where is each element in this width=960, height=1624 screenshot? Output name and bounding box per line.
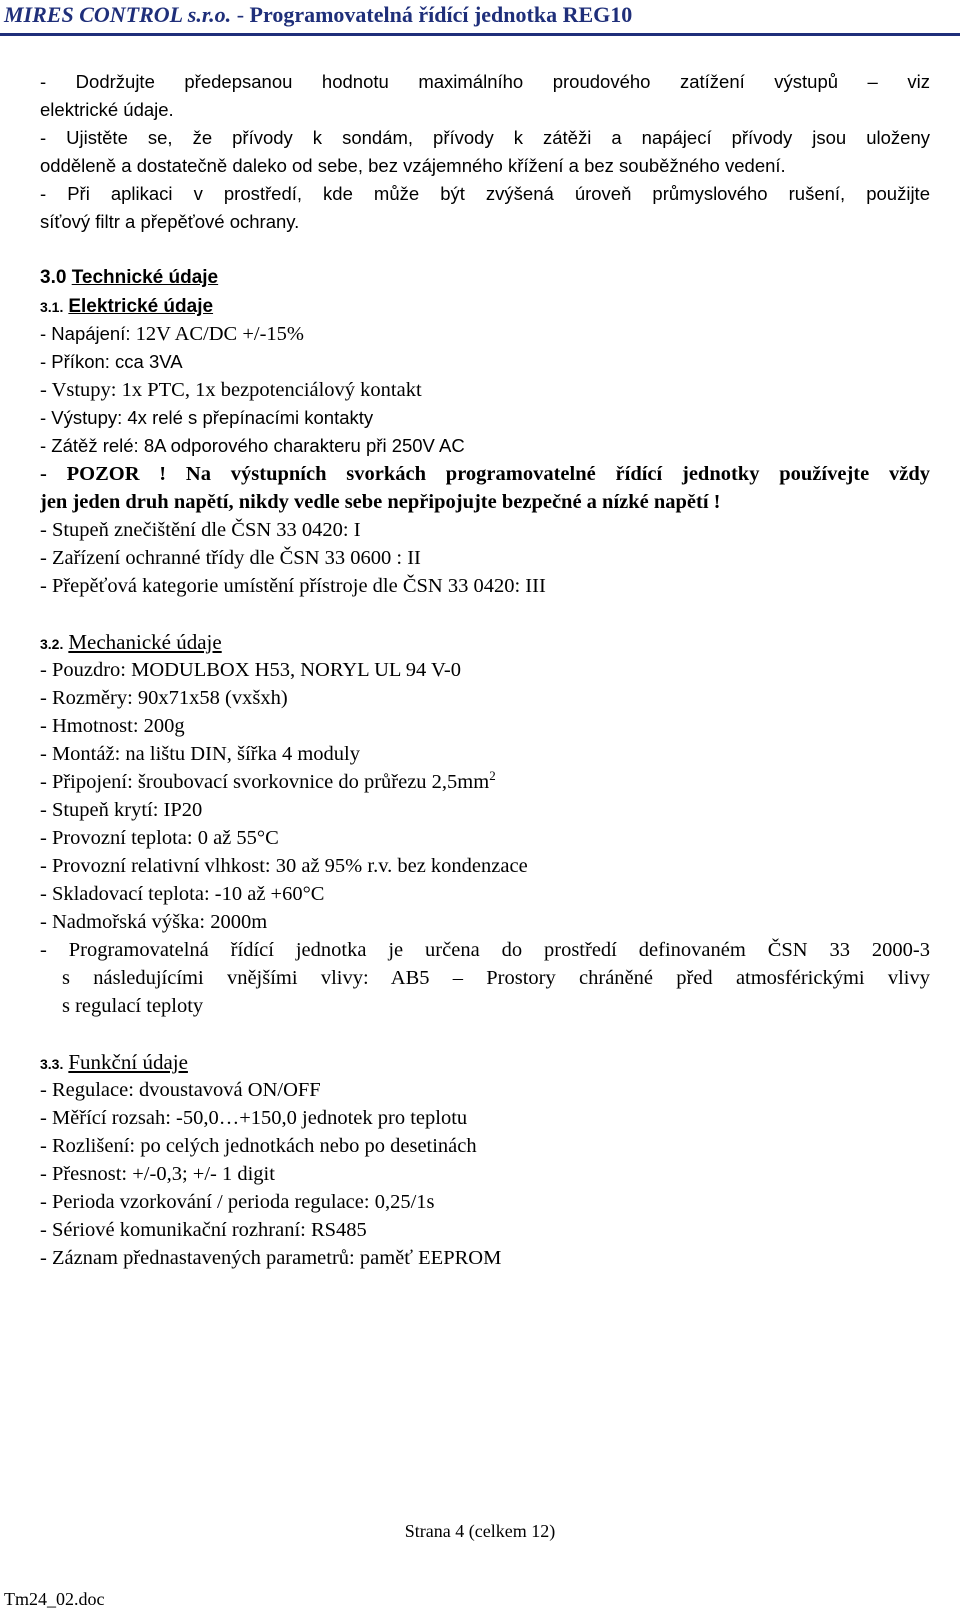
spec-line: - Stupeň znečištění dle ČSN 33 0420: I — [40, 519, 361, 541]
subsection-heading — [40, 292, 930, 320]
spec-value: 12V AC/DC +/-15% — [135, 323, 305, 345]
spec-line: - Rozměry: 90x71x58 (vxšxh) — [40, 687, 288, 709]
spec-line: - Příkon: cca 3VA — [40, 351, 183, 372]
spec-line: - Zátěž relé: 8A odporového charakteru při 250V AC — [40, 435, 465, 456]
spec-line: - Provozní relativní vlhkost: 30 až 95% r.v. bez kondenzace — [40, 855, 528, 877]
spec-line: - Stupeň krytí: IP20 — [40, 799, 203, 821]
intro-line: odděleně a dostatečně daleko od sebe, bez vzájemného křížení a bez souběžného vedení. — [40, 155, 786, 176]
spec-line: - Přepěťová kategorie umístění přístroje dle ČSN 33 0420: III — [40, 575, 546, 597]
spec-label: - Napájení: — [40, 323, 136, 344]
spec-line: s regulací teploty — [62, 995, 204, 1017]
header-separator: - — [231, 2, 250, 27]
section-heading — [40, 264, 930, 292]
document-body — [40, 68, 930, 1272]
warning-line: - POZOR ! Na výstupních svorkách programovatelné řídící jednotky používejte vždy — [40, 463, 930, 485]
intro-line: - Při aplikaci v prostředí, kde může být zvýšená úroveň průmyslového rušení, použijte — [40, 183, 930, 204]
intro-line: - Dodržujte předepsanou hodnotu maximálního proudového zatížení výstupů – viz — [40, 71, 930, 92]
spec-line: - Vstupy: 1x PTC, 1x bezpotenciálový kontakt — [40, 379, 422, 401]
warning-line: jen jeden druh napětí, nikdy vedle sebe nepřipojujte bezpečné a nízké napětí ! — [40, 491, 721, 513]
spec-line: - Zařízení ochranné třídy dle ČSN 33 0600 : II — [40, 547, 421, 569]
subsection-number: 3.3. — [40, 1056, 64, 1072]
intro-line: - Ujistěte se, že přívody k sondám, přívody k zátěži a napájecí přívody jsou uloženy — [40, 127, 930, 148]
spec-text: - Připojení: šroubovací svorkovnice do průřezu 2,5mm — [40, 771, 490, 793]
spec-line: - Nadmořská výška: 2000m — [40, 911, 268, 933]
document-filename: Tm24_02.doc — [4, 1589, 105, 1609]
spec-line: - Přesnost: +/-0,3; +/- 1 digit — [40, 1163, 275, 1185]
spec-line: - Hmotnost: 200g — [40, 715, 185, 737]
subsection-title: Elektrické údaje — [68, 296, 214, 317]
spec-line: - Perioda vzorkování / perioda regulace: 0,25/1s — [40, 1191, 435, 1213]
superscript: 2 — [489, 768, 496, 783]
spec-line — [40, 320, 930, 348]
spec-line: - Regulace: dvoustavová ON/OFF — [40, 1079, 321, 1101]
spec-line: - Sériové komunikační rozhraní: RS485 — [40, 1219, 367, 1241]
subsection-title: Mechanické údaje — [68, 630, 222, 654]
header-rule — [0, 33, 960, 36]
spec-line: - Programovatelná řídící jednotka je určena do prostředí definovaném ČSN 33 2000-3 — [40, 939, 930, 961]
header-company: MIRES CONTROL s.r.o. — [4, 2, 232, 27]
intro-line: síťový filtr a přepěťové ochrany. — [40, 211, 300, 232]
subsection-heading — [40, 1048, 930, 1076]
spec-line: s následujícími vnějšími vlivy: AB5 – Prostory chráněné před atmosférickými vlivy — [62, 967, 930, 989]
page-number: Strana 4 (celkem 12) — [404, 1521, 556, 1541]
spec-line: - Rozlišení: po celých jednotkách nebo po desetinách — [40, 1135, 477, 1157]
subsection-heading — [40, 628, 930, 656]
subsection-title: Funkční údaje — [68, 1050, 188, 1074]
header-product: Programovatelná řídící jednotka REG10 — [249, 2, 633, 27]
spec-line: - Pouzdro: MODULBOX H53, NORYL UL 94 V-0 — [40, 659, 462, 681]
spec-line — [40, 768, 930, 796]
section-number: 3.0 — [40, 267, 67, 288]
section-title: Technické údaje — [71, 267, 219, 288]
intro-line: elektrické údaje. — [40, 99, 174, 120]
subsection-number: 3.1. — [40, 299, 64, 315]
spec-line: - Záznam přednastavených parametrů: paměť EEPROM — [40, 1247, 502, 1269]
subsection-number: 3.2. — [40, 636, 64, 652]
spec-line: - Montáž: na lištu DIN, šířka 4 moduly — [40, 743, 360, 765]
page-header — [4, 0, 944, 34]
spec-line: - Provozní teplota: 0 až 55°C — [40, 827, 279, 849]
spec-line: - Výstupy: 4x relé s přepínacími kontakty — [40, 407, 374, 428]
spec-line: - Měřící rozsah: -50,0…+150,0 jednotek pro teplotu — [40, 1107, 468, 1129]
spec-line: - Skladovací teplota: -10 až +60°C — [40, 883, 325, 905]
